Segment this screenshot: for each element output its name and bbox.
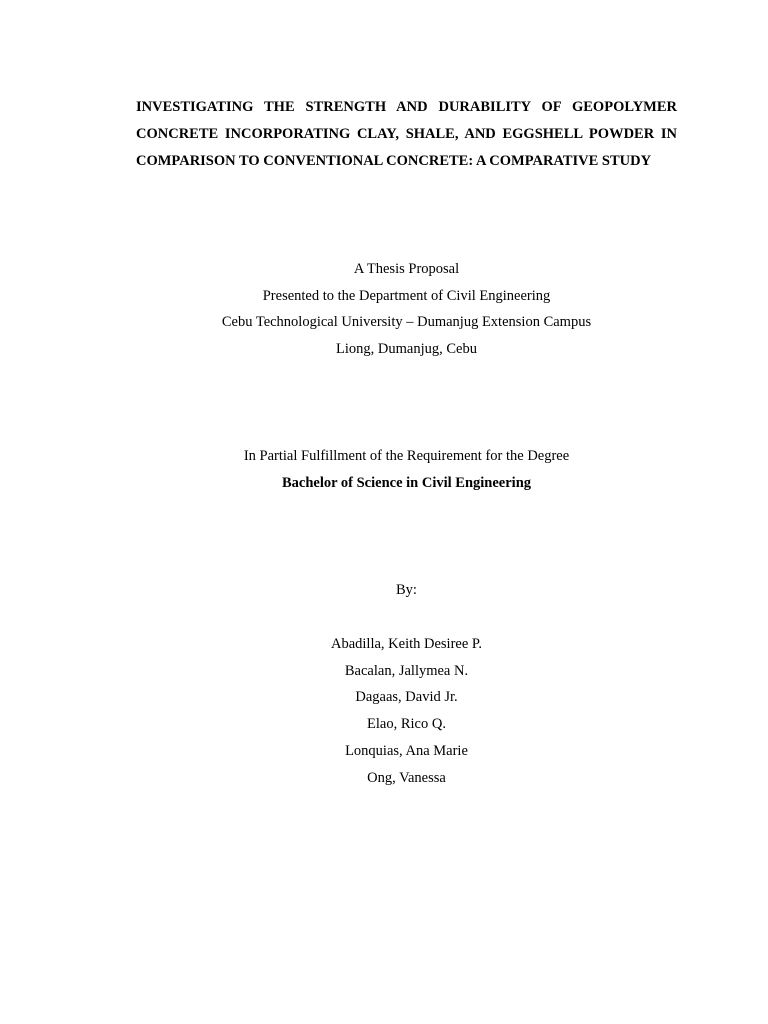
author-name: Bacalan, Jallymea N.	[344, 662, 469, 679]
by-label: By:	[396, 582, 417, 598]
author-name: Lonquias, Ana Marie	[345, 742, 468, 759]
author-name: Ong, Vanessa	[367, 769, 446, 786]
author-name: Dagaas, David Jr.	[355, 689, 458, 706]
presented-to-line: Presented to the Department of Civil Engineering	[262, 287, 551, 304]
thesis-title: INVESTIGATING THE STRENGTH AND DURABILITY OF GEOPOLYMER CONCRETE INCORPORATING CLAY, SHALE, AND EGGSHELL POWDER IN COMPARISON TO CONVENTIONAL CONCRETE: A COMPARATIVE STUDY	[136, 99, 677, 169]
fulfillment-statement: In Partial Fulfillment of the Requirement for the Degree	[243, 448, 570, 464]
authors-list	[136, 631, 677, 791]
fulfillment-block	[136, 443, 677, 496]
by-block	[136, 577, 677, 604]
proposal-type: A Thesis Proposal	[353, 261, 460, 277]
author-name: Elao, Rico Q.	[367, 716, 446, 733]
institution-line: Cebu Technological University – Dumanjug Extension Campus	[221, 314, 592, 331]
author-name: Abadilla, Keith Desiree P.	[330, 636, 482, 652]
location-line: Liong, Dumanjug, Cebu	[336, 341, 477, 358]
degree-name: Bachelor of Science in Civil Engineering	[281, 474, 532, 491]
proposal-block	[136, 256, 677, 363]
